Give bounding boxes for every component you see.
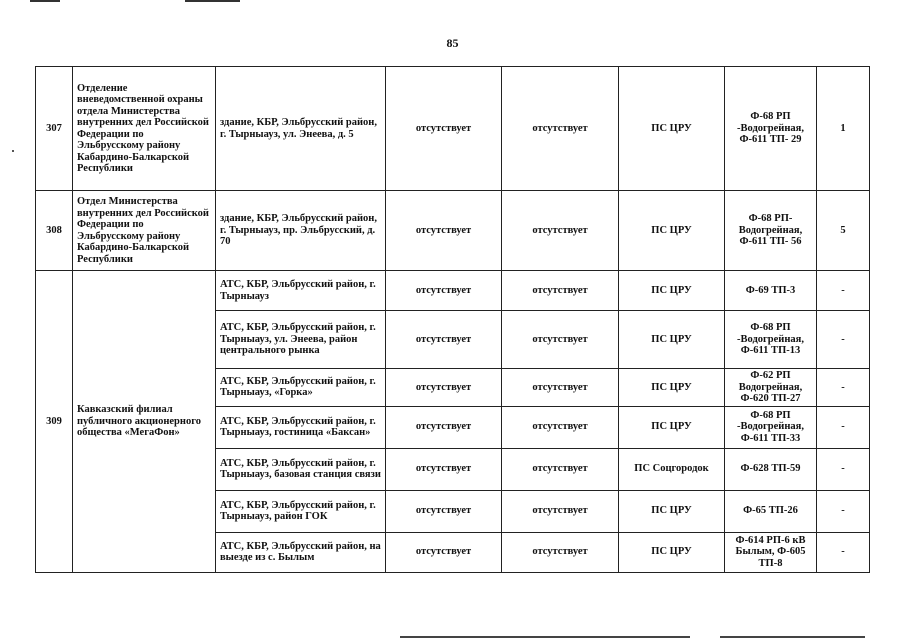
column-4-value: отсутствует bbox=[502, 532, 619, 572]
top-rule-left bbox=[30, 0, 60, 2]
substation-name: ПС ЦРУ bbox=[619, 490, 725, 532]
column-4-value: отсутствует bbox=[502, 406, 619, 448]
column-4-value: отсутствует bbox=[502, 369, 619, 407]
column-4-value: отсутствует bbox=[502, 490, 619, 532]
object-count: - bbox=[817, 406, 870, 448]
object-address: АТС, КБР, Эльбрусский район, г. Тырныауз, ул. Энеева, район центрального рынка bbox=[216, 311, 386, 369]
organization-name: Отдел Министерства внутренних дел Российской Федерации по Эльбрусскому району Кабардино-Балкарской Республики bbox=[73, 191, 216, 271]
column-4-value: отсутствует bbox=[502, 448, 619, 490]
substation-name: ПС ЦРУ bbox=[619, 406, 725, 448]
object-count: - bbox=[817, 311, 870, 369]
column-3-value: отсутствует bbox=[386, 67, 502, 191]
object-count: - bbox=[817, 448, 870, 490]
column-4-value: отсутствует bbox=[502, 271, 619, 311]
top-rule-right bbox=[185, 0, 240, 2]
object-address: здание, КБР, Эльбрусский район, г. Тырныауз, пр. Эльбрусский, д. 70 bbox=[216, 191, 386, 271]
substation-name: ПС ЦРУ bbox=[619, 271, 725, 311]
object-address: АТС, КБР, Эльбрусский район, г. Тырныауз, гостиница «Баксан» bbox=[216, 406, 386, 448]
table-row-307 bbox=[36, 67, 870, 191]
object-address: АТС, КБР, Эльбрусский район, г. Тырныауз bbox=[216, 271, 386, 311]
feeder-name: Ф-628 ТП-59 bbox=[725, 448, 817, 490]
column-3-value: отсутствует bbox=[386, 369, 502, 407]
object-count: - bbox=[817, 369, 870, 407]
margin-mark bbox=[12, 150, 14, 152]
column-3-value: отсутствует bbox=[386, 532, 502, 572]
feeder-name: Ф-614 РП-6 кВ Былым, Ф-605 ТП-8 bbox=[725, 532, 817, 572]
feeder-name: Ф-62 РП Водогрейная, Ф-620 ТП-27 bbox=[725, 369, 817, 407]
object-address: АТС, КБР, Эльбрусский район, г. Тырныауз, базовая станция связи bbox=[216, 448, 386, 490]
column-3-value: отсутствует bbox=[386, 191, 502, 271]
object-address: АТС, КБР, Эльбрусский район, на выезде из с. Былым bbox=[216, 532, 386, 572]
substation-name: ПС Соцгородок bbox=[619, 448, 725, 490]
object-count: - bbox=[817, 271, 870, 311]
feeder-name: Ф-68 РП -Водогрейная, Ф-611 ТП-13 bbox=[725, 311, 817, 369]
feeder-name: Ф-68 РП- Водогрейная, Ф-611 ТП- 56 bbox=[725, 191, 817, 271]
column-3-value: отсутствует bbox=[386, 490, 502, 532]
table-row-308 bbox=[36, 191, 870, 271]
bottom-rule-right bbox=[720, 636, 865, 638]
object-count: 5 bbox=[817, 191, 870, 271]
object-count: 1 bbox=[817, 67, 870, 191]
object-address: АТС, КБР, Эльбрусский район, г. Тырныауз, «Горка» bbox=[216, 369, 386, 407]
object-count: - bbox=[817, 490, 870, 532]
column-4-value: отсутствует bbox=[502, 311, 619, 369]
row-number: 309 bbox=[36, 271, 73, 573]
table-row-309-1 bbox=[36, 271, 870, 311]
row-number: 307 bbox=[36, 67, 73, 191]
objects-table bbox=[35, 66, 870, 573]
organization-name: Отделение вневедомственной охраны отдела Министерства внутренних дел Российской Федерации по Эльбрусскому району Кабардино-Балкарской Республики bbox=[73, 67, 216, 191]
object-address: здание, КБР, Эльбрусский район, г. Тырныауз, ул. Энеева, д. 5 bbox=[216, 67, 386, 191]
column-3-value: отсутствует bbox=[386, 448, 502, 490]
page-number: 85 bbox=[446, 36, 459, 50]
substation-name: ПС ЦРУ bbox=[619, 369, 725, 407]
column-4-value: отсутствует bbox=[502, 67, 619, 191]
object-address: АТС, КБР, Эльбрусский район, г. Тырныауз, район ГОК bbox=[216, 490, 386, 532]
bottom-rule-left bbox=[400, 636, 690, 638]
feeder-name: Ф-69 ТП-3 bbox=[725, 271, 817, 311]
object-count: - bbox=[817, 532, 870, 572]
substation-name: ПС ЦРУ bbox=[619, 532, 725, 572]
substation-name: ПС ЦРУ bbox=[619, 67, 725, 191]
feeder-name: Ф-68 РП -Водогрейная, Ф-611 ТП-33 bbox=[725, 406, 817, 448]
substation-name: ПС ЦРУ bbox=[619, 191, 725, 271]
feeder-name: Ф-68 РП -Водогрейная, Ф-611 ТП- 29 bbox=[725, 67, 817, 191]
column-3-value: отсутствует bbox=[386, 311, 502, 369]
column-3-value: отсутствует bbox=[386, 406, 502, 448]
row-number: 308 bbox=[36, 191, 73, 271]
feeder-name: Ф-65 ТП-26 bbox=[725, 490, 817, 532]
column-3-value: отсутствует bbox=[386, 271, 502, 311]
organization-name: Кавказский филиал публичного акционерного общества «МегаФон» bbox=[73, 271, 216, 573]
column-4-value: отсутствует bbox=[502, 191, 619, 271]
substation-name: ПС ЦРУ bbox=[619, 311, 725, 369]
